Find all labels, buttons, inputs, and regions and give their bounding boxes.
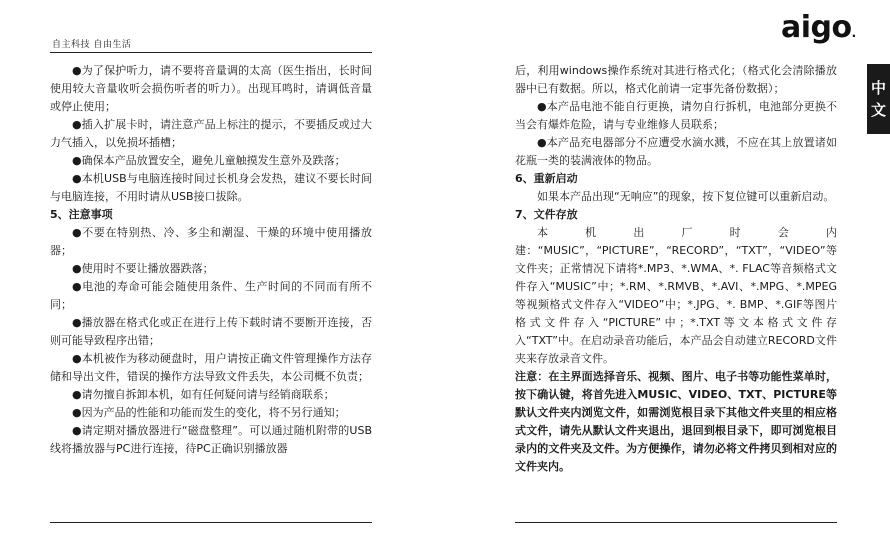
paragraph-environment: ●不要在特别热、冷、多尘和潮湿、干燥的环境中使用播放器；	[50, 226, 372, 257]
paragraph-battery: ●本产品电池不能自行更换，请勿自行拆机，电池部分更换不当会有爆炸危险，请与专业维修人员联系；	[515, 100, 837, 131]
left-content	[50, 62, 372, 458]
tagline: 自主科技 自由生活	[52, 40, 132, 50]
lang-tab-char-1: 中	[870, 79, 886, 97]
paragraph-defrag: ●请定期对播放器进行“磁盘整理”。可以通过随机附带的USB线将播放器与PC进行连接，待PC正确识别播放器	[50, 424, 372, 455]
section-title-files: 7、文件存放	[515, 208, 578, 221]
section-title-precautions: 5、注意事项	[50, 208, 113, 221]
footer-rule-right	[515, 522, 837, 523]
paragraph-notice: ●因为产品的性能和功能而发生的变化，将不另行通知；	[72, 406, 346, 419]
paragraph-disk: ●本机被作为移动硬盘时，用户请按正确文件管理操作方法存储和导出文件，错误的操作方法导致文件丢失，本公司概不负责；	[50, 352, 372, 383]
paragraph-battery-life: ●电池的寿命可能会随使用条件、生产时间的不同而有所不同；	[50, 280, 372, 311]
paragraph-hearing: ●为了保护听力，请不要将音量调的太高（医生指出，长时间使用较大音量收听会损伤听者的听力）。出现耳鸣时，请调低音量或停止使用；	[50, 64, 372, 113]
logo-text: aigo	[781, 10, 852, 45]
aigo-logo	[781, 10, 856, 45]
paragraph-safety: ●确保本产品放置安全，避免儿童触摸发生意外及跌落；	[72, 154, 346, 167]
logo-dot: .	[851, 26, 856, 40]
footer-rule	[50, 522, 372, 523]
paragraph-continuation: 后，利用windows操作系统对其进行格式化；（格式化会清除播放器中已有数据。所以，格式化前请一定事先备份数据）；	[515, 64, 837, 95]
paragraph-files: 本机出厂时会内建：“MUSIC”，“PICTURE”，“RECORD”，“TXT”，“VIDEO”等文件夹；正常情况下请将*.MP3、*.WMA、*. FLAC等音频格式文件存入“MUSIC”中；*.RM、*.RMVB、*.AVI、*.MPG、*.MPEG等视频格式文件存入“VIDEO”中；*.JPG、*. BMP、*.GIF等图片格式文件存入“PICTURE”中；*.TXT等文本格式文件存入“TXT”中。在启动录音功能后，本产品会自动建立RECORD文件夹来存放录音文件。	[515, 226, 837, 365]
language-tab	[867, 64, 890, 134]
paragraph-usb: ●本机USB与电脑连接时间过长机身会发热，建议不要长时间与电脑连接，不用时请从USB接口拔除。	[50, 172, 372, 203]
paragraph-drop: ●使用时不要让播放器跌落；	[72, 262, 214, 275]
section-title-restart: 6、重新启动	[515, 172, 578, 185]
note-label: 注意：	[515, 370, 549, 383]
paragraph-card: ●插入扩展卡时，请注意产品上标注的提示，不要插反或过大力气插入，以免损坏插槽；	[50, 118, 372, 149]
note-text: 在主界面选择音乐、视频、图片、电子书等功能性菜单时，按下确认键，将首先进入MUSIC、VIDEO、TXT、PICTURE等默认文件夹内浏览文件，如需浏览根目录下其他文件夹里的相应格式文件，请先从默认文件夹退出，退回到根目录下，即可浏览根目录内的文件夹及文件。为方便操作，请勿必将文件拷贝到相对应的文件夹内。	[515, 370, 838, 473]
paragraph-restart: 如果本产品出现“无响应”的现象，按下复位键可以重新启动。	[537, 190, 835, 203]
right-content	[515, 62, 837, 476]
paragraph-format: ●播放器在格式化或正在进行上传下载时请不要断开连接，否则可能导致程序出错；	[50, 316, 372, 347]
note-paragraph	[515, 368, 837, 476]
right-page	[445, 0, 890, 559]
header-rule	[50, 52, 372, 53]
paragraph-disassemble: ●请勿擅自拆卸本机，如有任何疑问请与经销商联系；	[72, 388, 335, 401]
lang-tab-char-2: 文	[870, 101, 886, 119]
paragraph-charger: ●本产品充电器部分不应遭受水滴水溅，不应在其上放置诸如花瓶一类的装满液体的物品。	[515, 136, 837, 167]
